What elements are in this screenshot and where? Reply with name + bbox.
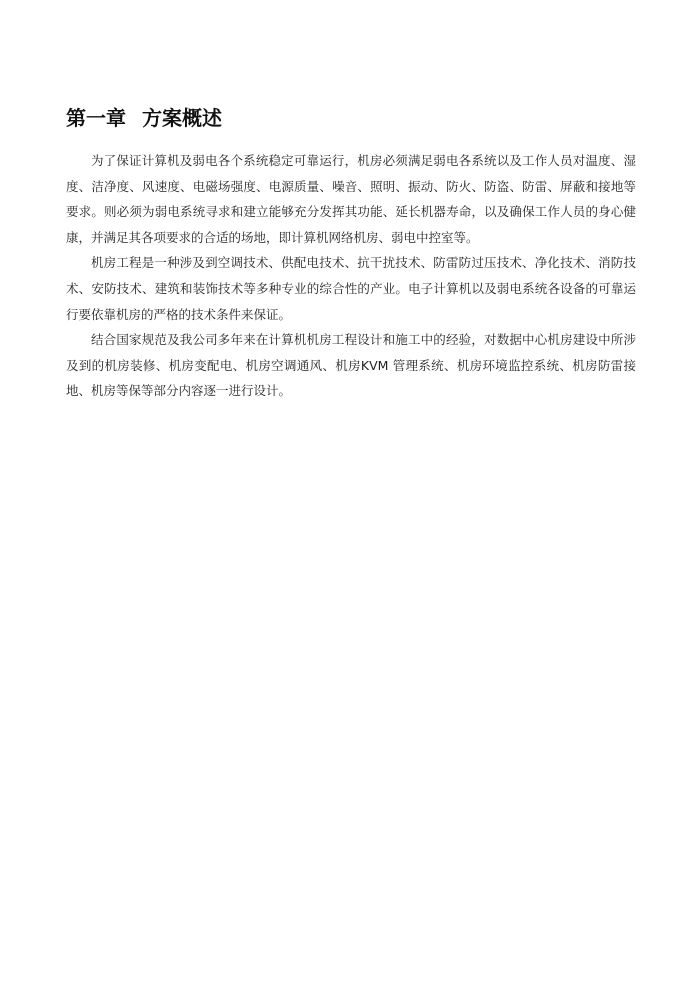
- chapter-number: 第一章: [66, 106, 126, 130]
- chapter-title: 方案概述: [142, 106, 222, 130]
- paragraph-engineering-scope: 机房工程是一种涉及到空调技术、供配电技术、抗干扰技术、防雷防过压技术、净化技术、消防技术、安防技术、建筑和装饰技术等多种专业的综合性的产业。电子计算机以及弱电系统各设备的可靠运行要依靠机房的严格的技术条件来保证。: [66, 255, 636, 322]
- chapter-heading: [66, 104, 222, 132]
- chapter-body: [66, 148, 636, 404]
- paragraph-purpose: 为了保证计算机及弱电各个系统稳定可靠运行，机房必须满足弱电各系统以及工作人员对温度、湿度、洁净度、风速度、电磁场强度、电源质量、噪音、照明、振动、防火、防盗、防雷、屏蔽和接地等要求。则必须为弱电系统寻求和建立能够充分发挥其功能、延长机器寿命，以及确保工作人员的身心健康，并满足其各项要求的合适的场地，即计算机网络机房、弱电中控室等。: [66, 153, 636, 245]
- paragraph-design-content: 结合国家规范及我公司多年来在计算机机房工程设计和施工中的经验，对数据中心机房建设中所涉及到的机房装修、机房变配电、机房空调通风、机房KVM 管理系统、机房环境监控系统、机房防雷接地、机房等保等部分内容逐一进行设计。: [66, 332, 636, 399]
